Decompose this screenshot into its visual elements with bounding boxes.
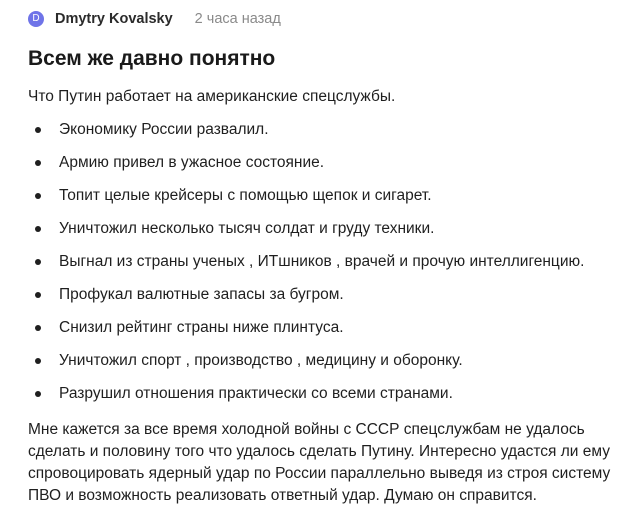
bullet-icon [35,127,41,133]
bullet-icon [35,358,41,364]
list-item-text: Экономику России развалил. [59,121,269,138]
bullet-icon [35,259,41,265]
list-item-text: Уничтожил спорт , производство , медицину и оборонку. [59,352,463,369]
list-item-text: Разрушил отношения практически со всеми странами. [59,385,453,402]
list-item-text: Снизил рейтинг страны ниже плинтуса. [59,319,344,336]
list-item [28,350,640,383]
bullet-icon [35,160,41,166]
list-item [28,119,640,152]
bullet-icon [35,391,41,397]
list-item-text: Армию привел в ужасное состояние. [59,154,325,171]
post-body [28,86,640,507]
post-intro: Что Путин работает на американские спецслужбы. [28,88,396,105]
list-item [28,383,640,416]
list-item [28,218,640,251]
bullet-icon [35,325,41,331]
avatar[interactable]: D [28,11,44,27]
author-name[interactable]: Dmytry Kovalsky [55,11,173,27]
bullet-icon [35,226,41,232]
list-item-text: Уничтожил несколько тысяч солдат и груду техники. [59,220,435,237]
post-title: Всем же давно понятно [28,47,276,70]
post-header [28,0,640,38]
list-item-text: Выгнал из страны ученых , ИТшников , врачей и прочую интеллигенцию. [59,253,585,270]
list-item [28,185,640,218]
list-item [28,284,640,317]
post-timestamp[interactable]: 2 часа назад [194,11,281,27]
list-item [28,251,640,284]
bullet-list [28,119,640,416]
bullet-icon [35,292,41,298]
post-closing-paragraph: Мне кажется за все время холодной войны с СССР спецслужбам не удалось сделать и половину того что удалось сделать Путину. Интересно удастся ли ему спровоцировать ядерный удар по России параллельно выведя из строя систему ПВО и возможность реализовать ответный удар. Думаю он справится. [28,421,611,504]
list-item-text: Профукал валютные запасы за бугром. [59,286,344,303]
bullet-icon [35,193,41,199]
list-item [28,152,640,185]
list-item [28,317,640,350]
list-item-text: Топит целые крейсеры с помощью щепок и сигарет. [59,187,432,204]
